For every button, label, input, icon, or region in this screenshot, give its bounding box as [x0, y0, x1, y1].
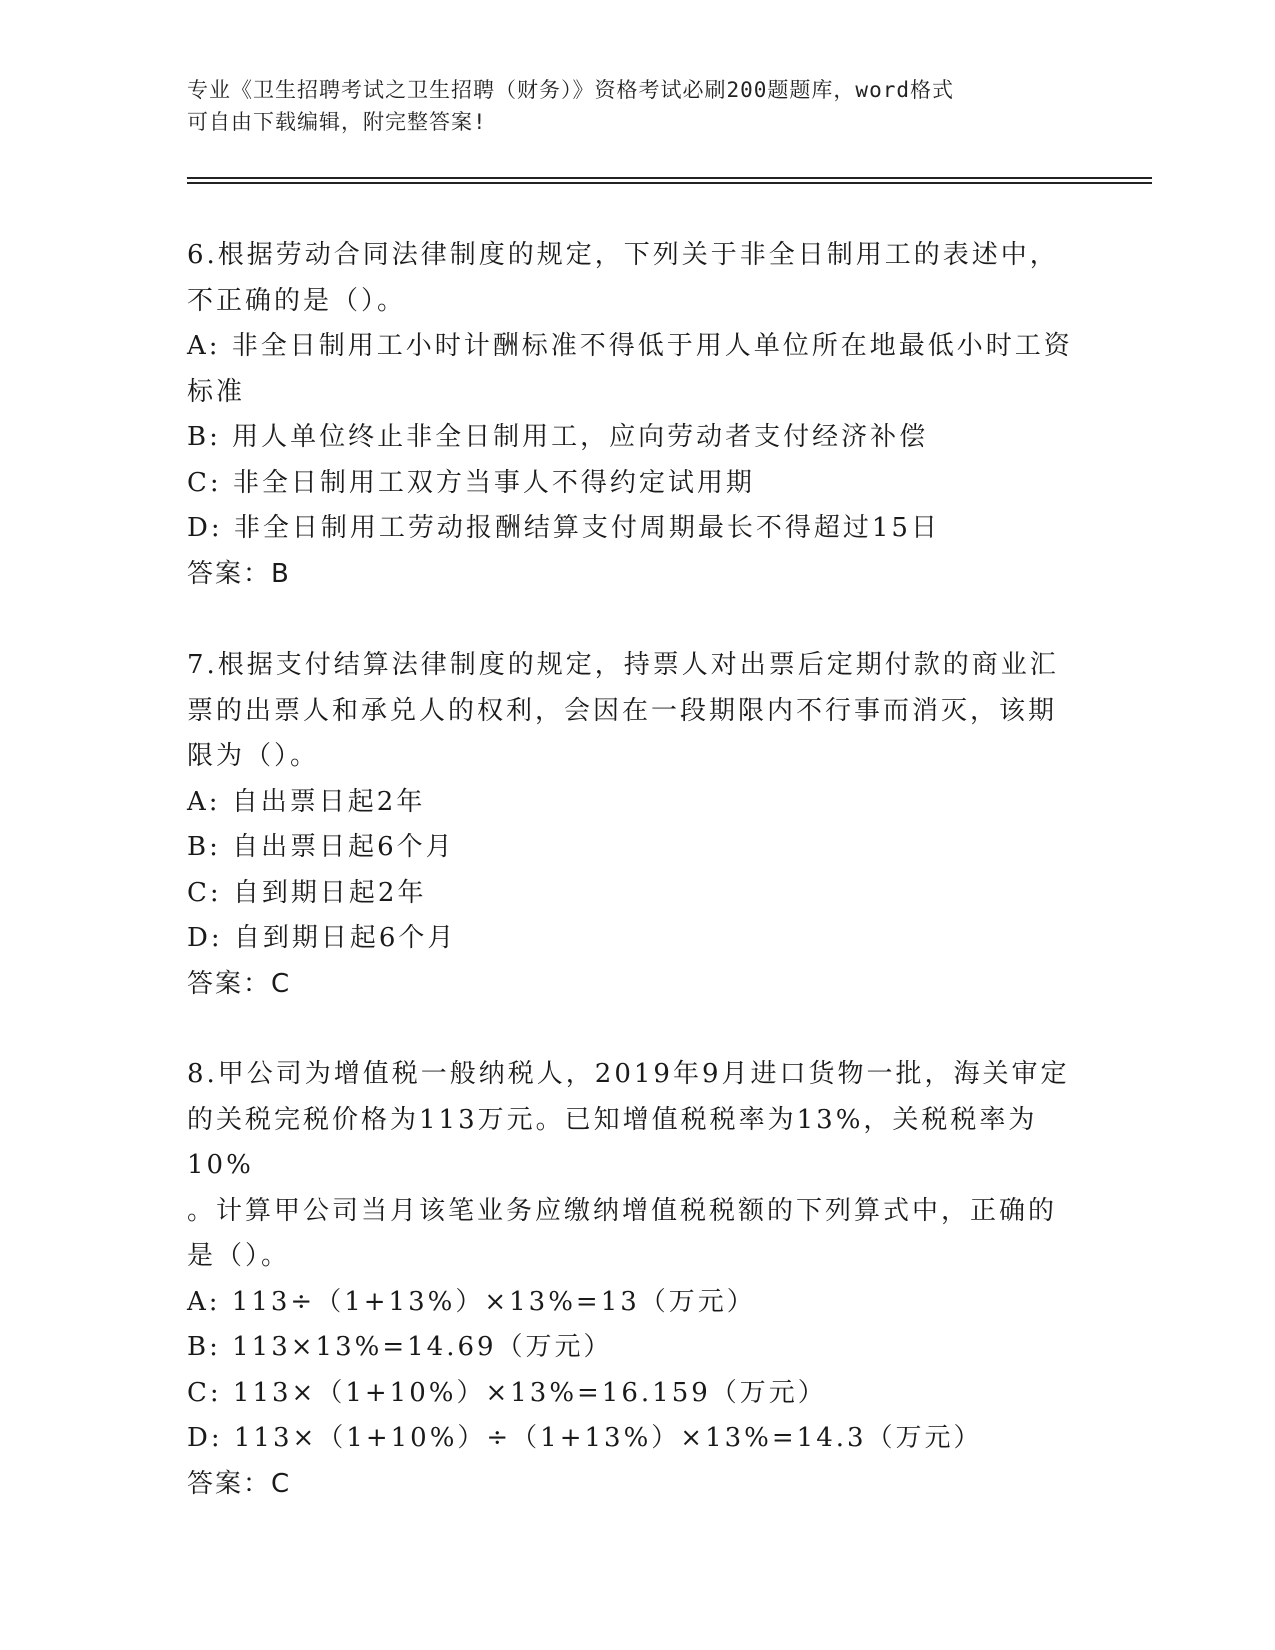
- option-a-continued: 标准: [187, 376, 246, 407]
- question-stem: 8.甲公司为增值税一般纳税人，2019年9月进口货物一批，海关审定: [187, 1059, 1070, 1089]
- option-d: D: 非全日制用工劳动报酬结算支付周期最长不得超过15日: [187, 513, 940, 543]
- question-8: [187, 1052, 1087, 1507]
- document-header: [187, 74, 1087, 138]
- question-stem: 6.根据劳动合同法律制度的规定，下列关于非全日制用工的表述中，: [187, 240, 1059, 270]
- header-divider-top: [187, 177, 1152, 179]
- question-stem: 。计算甲公司当月该笔业务应缴纳增值税税额的下列算式中，正确的: [187, 1195, 1058, 1226]
- header-line-2: 可自由下载编辑，附完整答案!: [187, 110, 487, 134]
- option-d: D: 113×（1+10%）÷（1+13%）×13%=14.3（万元）: [187, 1423, 983, 1453]
- option-c: C: 113×（1+10%）×13%=16.159（万元）: [187, 1377, 827, 1408]
- question-stem: 票的出票人和承兑人的权利，会因在一段期限内不行事而消灭，该期: [187, 695, 1058, 726]
- option-b: B: 113×13%=14.69（万元）: [187, 1332, 613, 1362]
- answer: 答案：C: [187, 968, 292, 999]
- question-stem: 是（）。: [187, 1241, 291, 1271]
- question-stem: 的关税完税价格为113万元。已知增值税税率为13%，关税税率为10%: [187, 1104, 1038, 1180]
- answer: 答案：C: [187, 1468, 292, 1499]
- option-c: C: 非全日制用工双方当事人不得约定试用期: [187, 467, 755, 498]
- question-stem: 限为（）。: [187, 741, 320, 771]
- question-7: [187, 643, 1087, 1007]
- header-divider-bottom: [187, 182, 1152, 184]
- question-6: [187, 233, 1087, 597]
- option-a: A: 非全日制用工小时计酬标准不得低于用人单位所在地最低小时工资: [187, 331, 1073, 361]
- option-d: D: 自到期日起6个月: [187, 923, 457, 953]
- header-line-1: 专业《卫生招聘考试之卫生招聘（财务）》资格考试必刷200题题库，word格式: [187, 78, 954, 102]
- option-c: C: 自到期日起2年: [187, 877, 427, 908]
- option-b: B: 自出票日起6个月: [187, 832, 455, 862]
- question-stem: 7.根据支付结算法律制度的规定，持票人对出票后定期付款的商业汇: [187, 650, 1059, 680]
- option-a: A: 113÷（1+13%）×13%=13（万元）: [187, 1286, 756, 1317]
- answer: 答案：B: [187, 558, 291, 589]
- option-b: B: 用人单位终止非全日制用工，应向劳动者支付经济补偿: [187, 422, 929, 452]
- option-a: A: 自出票日起2年: [187, 786, 426, 817]
- question-stem: 不正确的是（）。: [187, 285, 407, 316]
